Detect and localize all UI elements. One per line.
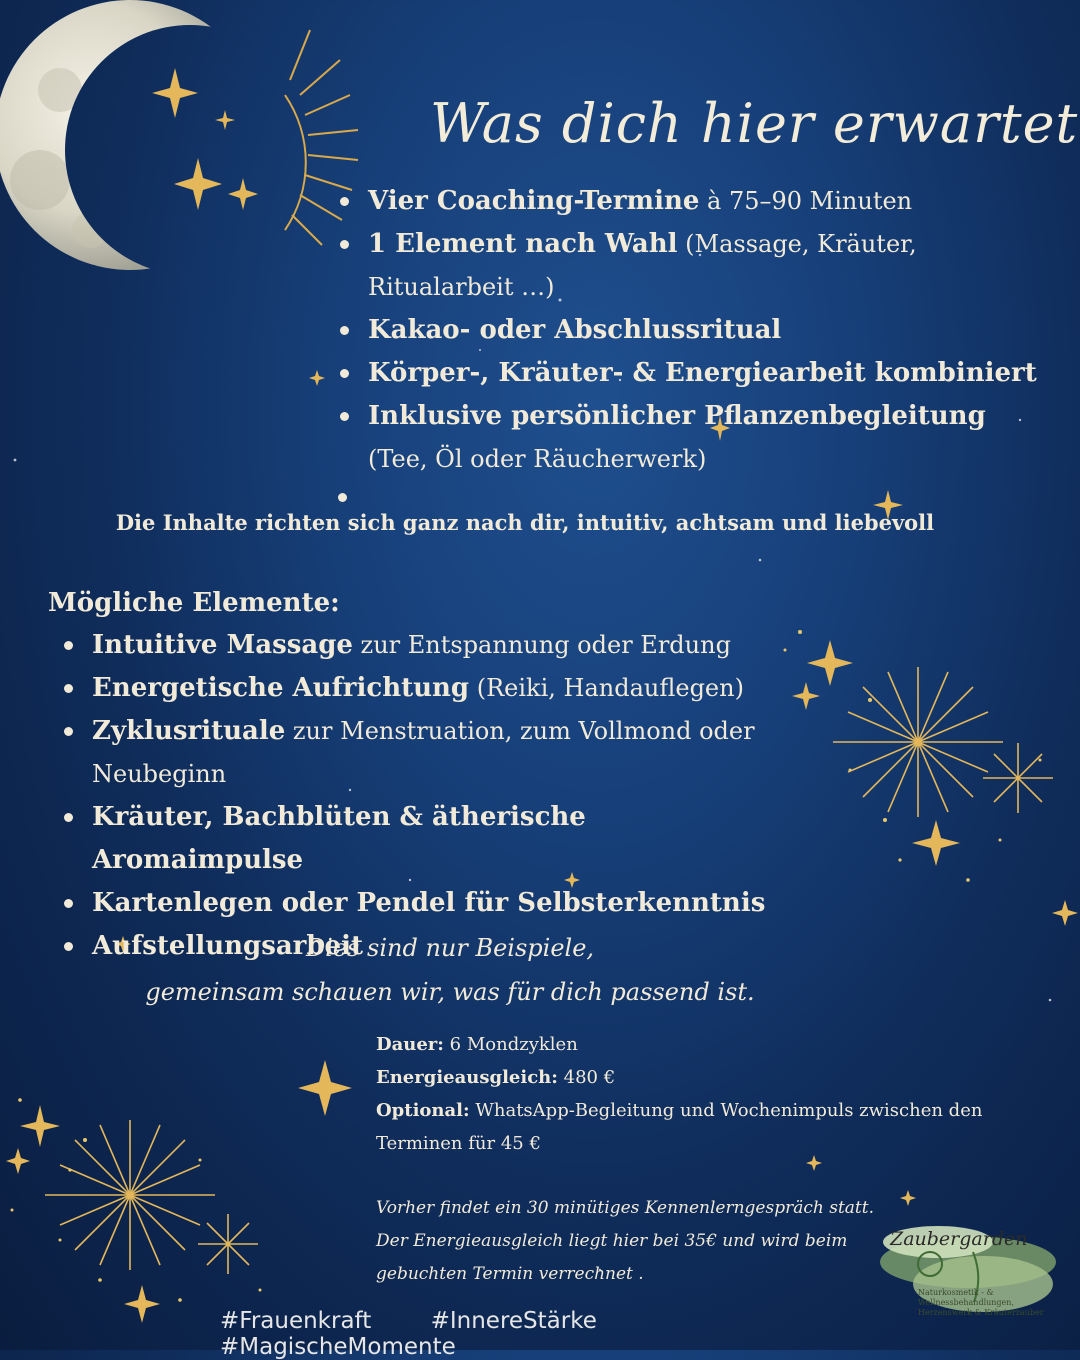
page-title: Was dich hier erwartet — [430, 92, 1079, 155]
logo-tagline: Naturkosmetik - & Wellnessbehandlungen, Herzenswerk & Kräuterzauber — [918, 1288, 1044, 1317]
intro-call-note: Vorher findet ein 30 minütiges Kennenlerngespräch statt. Der Energieausgleich liegt hier bei 35€ und wird beim gebuchten Termin verrechnet . — [376, 1198, 874, 1284]
hashtag: #InnereStärke — [430, 1308, 597, 1334]
intro-text: Die Inhalte richten sich ganz nach dir, intuitiv, achtsam und liebevoll — [115, 510, 935, 535]
section-heading: Mögliche Elemente: — [48, 588, 340, 618]
elements-list — [64, 624, 784, 968]
optional-row: Optional: WhatsApp-Begleitung und Wochenimpuls zwischen den Terminen für 45 € — [376, 1100, 983, 1154]
list-item: Kartenlegen oder Pendel für Selbsterkenntnis — [64, 882, 784, 925]
list-item: 1 Element nach Wahl (Massage, Kräuter, Ritualarbeit …) — [340, 223, 1040, 309]
price-row: Energieausgleich: 480 € — [376, 1067, 616, 1088]
list-item: Körper-, Kräuter- & Energiearbeit kombiniert — [340, 352, 1040, 395]
examples-note: Dies sind nur Beispiele, gemeinsam schauen wir, was für dich passend ist. — [145, 934, 755, 1006]
hashtag: #MagischeMomente — [220, 1334, 456, 1360]
list-item: Zyklusrituale zur Menstruation, zum Vollmond oder Neubeginn — [64, 710, 784, 796]
list-item: Kakao- oder Abschlussritual — [340, 309, 1040, 352]
hashtag: #Frauenkraft — [220, 1308, 372, 1334]
pricing-details — [376, 1028, 1016, 1160]
brand-logo — [878, 1222, 1058, 1322]
included-list — [340, 180, 1040, 481]
list-item: Aufstellungsarbeit — [64, 925, 784, 968]
logo-name: Zaubergarden — [890, 1228, 1028, 1250]
list-item: Kräuter, Bachblüten & ätherische Aromaimpulse — [64, 796, 784, 882]
duration-row: Dauer: 6 Mondzyklen — [376, 1034, 578, 1055]
empty-bullet — [338, 493, 347, 502]
list-item: Energetische Aufrichtung (Reiki, Handauflegen) — [64, 667, 784, 710]
list-item: Vier Coaching-Termine à 75–90 Minuten — [340, 180, 1040, 223]
hashtags — [220, 1308, 920, 1360]
list-item: Inklusive persönlicher Pflanzenbegleitung (Tee, Öl oder Räucherwerk) — [340, 395, 1040, 481]
crescent-moon-icon — [0, 0, 265, 270]
list-item: Intuitive Massage zur Entspannung oder Erdung — [64, 624, 784, 667]
